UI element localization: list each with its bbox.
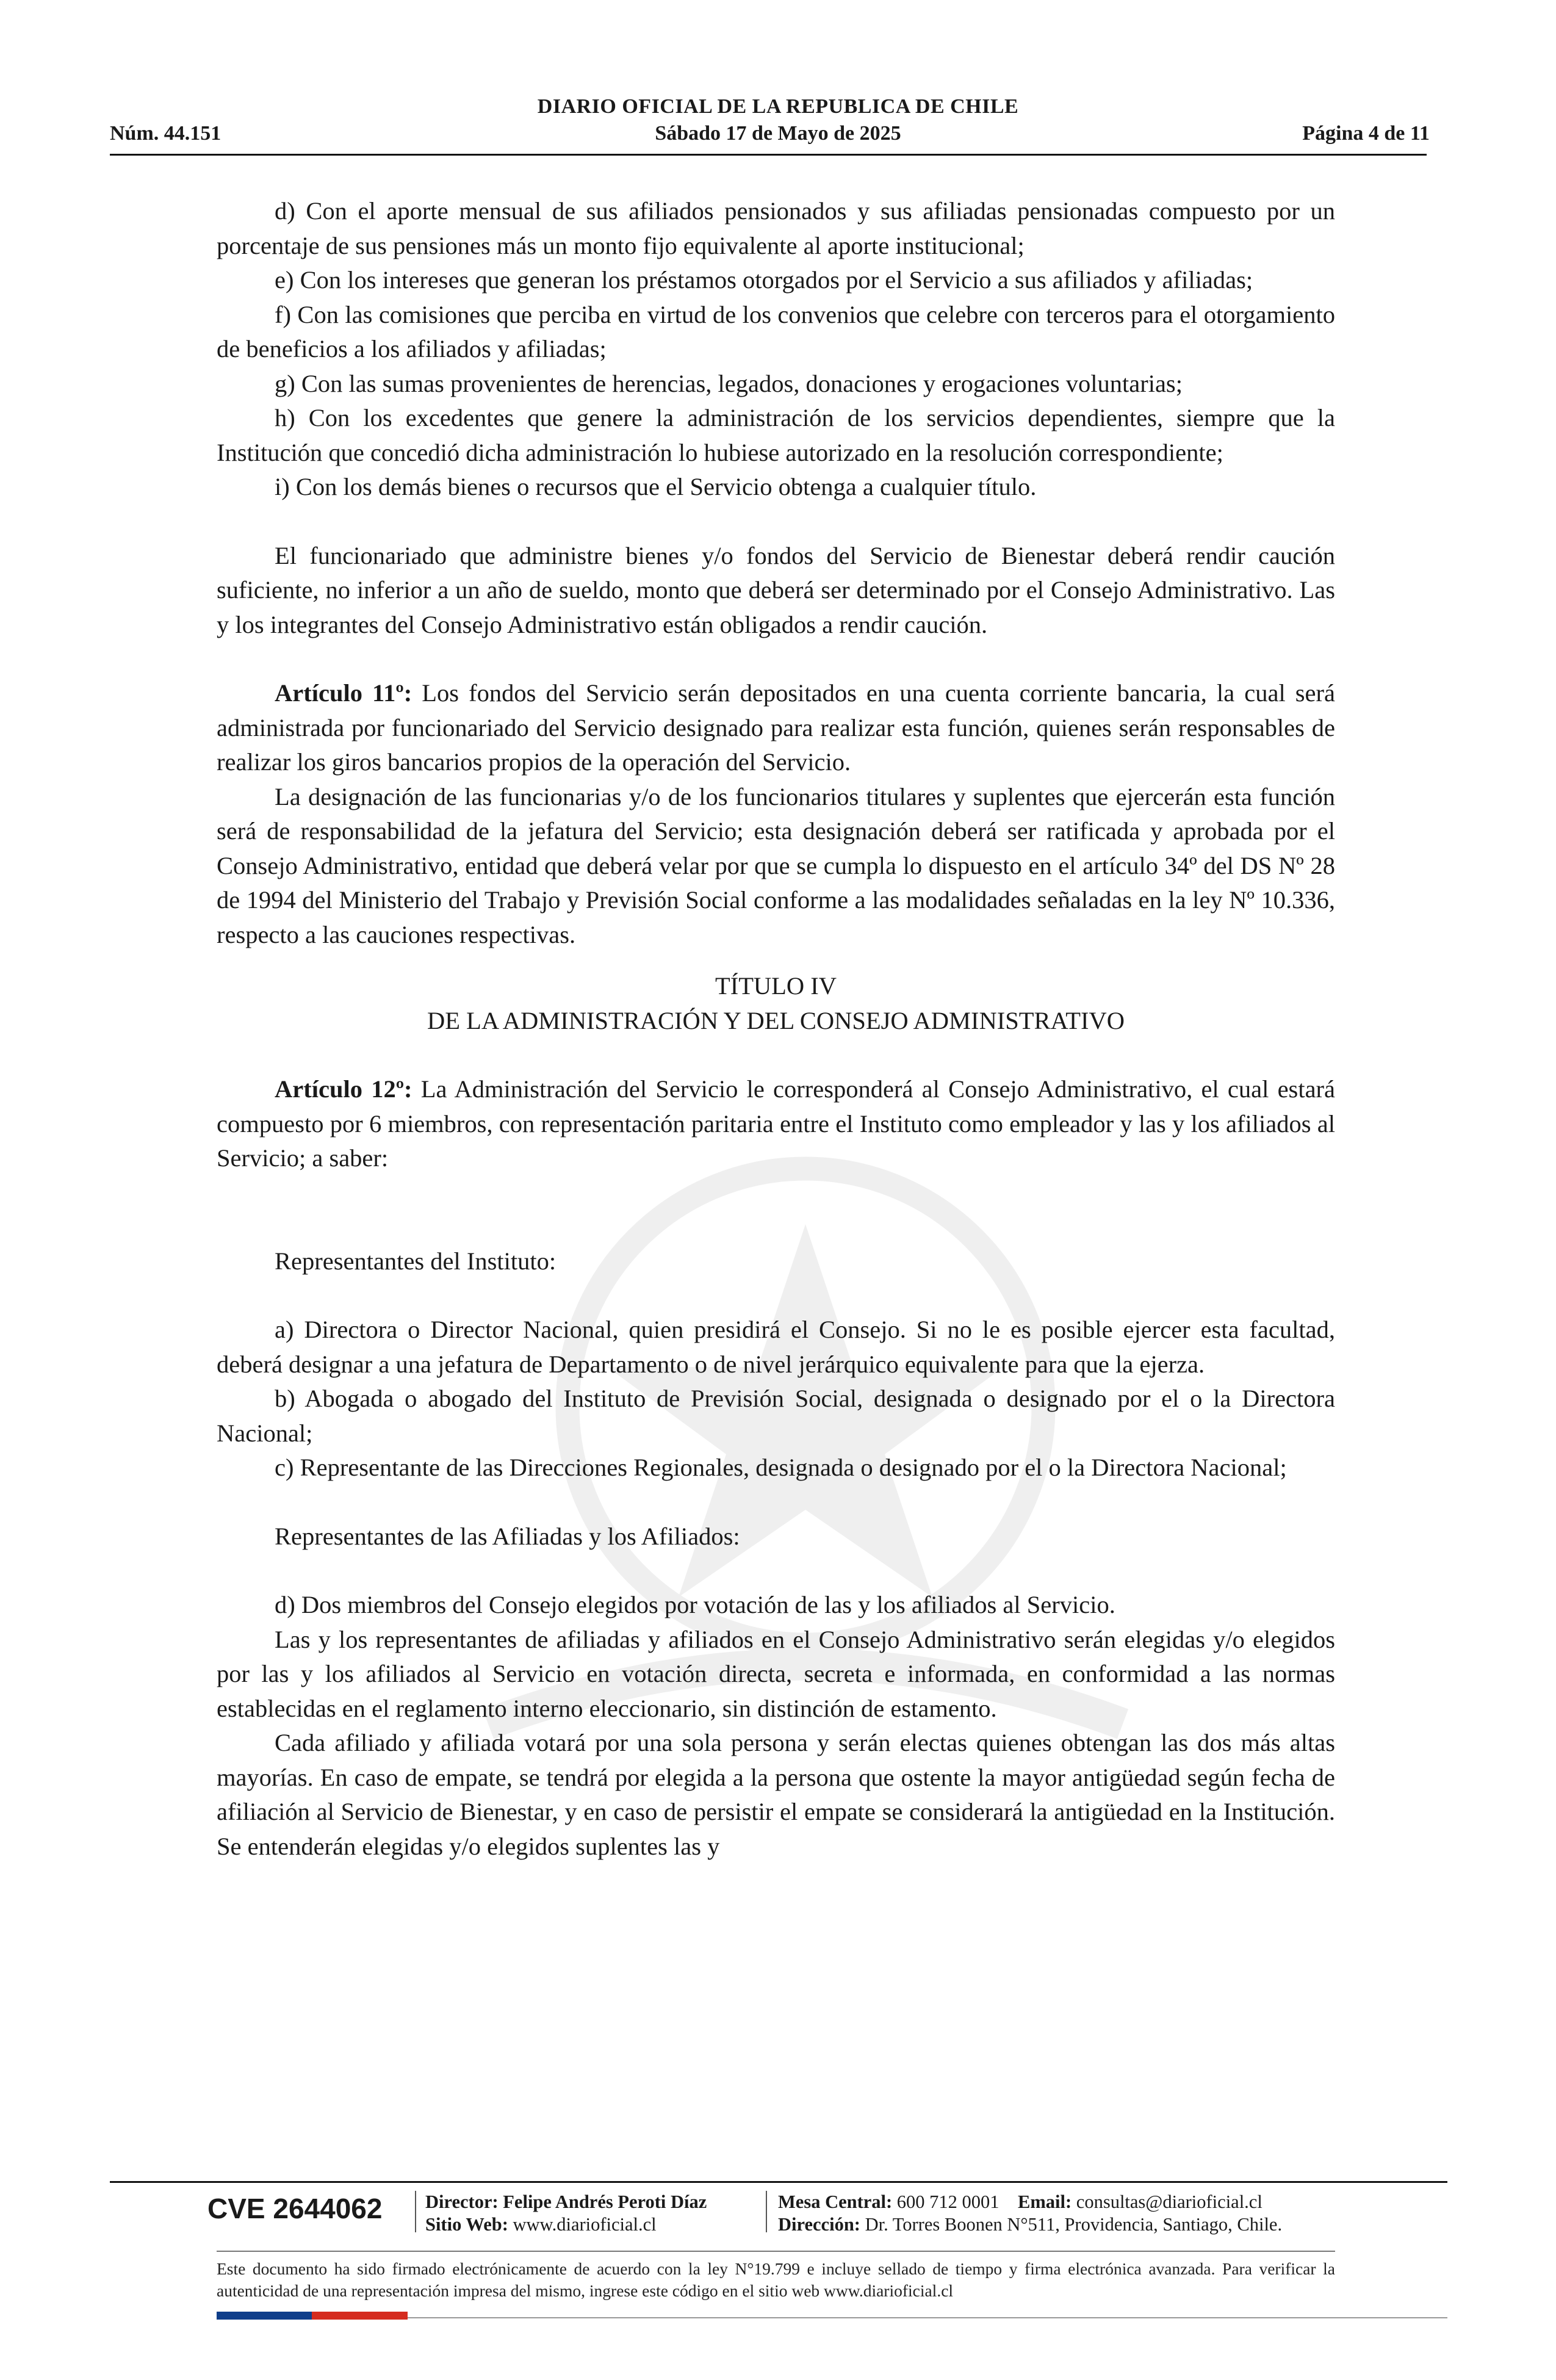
- director-label: Director:: [425, 2191, 499, 2212]
- paragraph-caucion: El funcionariado que administre bienes y/o fondos del Servicio de Bienestar deberá rendir caución suficiente, no inferior a un año de sueldo, monto que deberá ser determinado por el Consejo Administrativo. Las y los integrantes del Consejo Administrativo están obligados a rendir caución.: [217, 541, 1335, 638]
- footer-bottom-rule: [408, 2317, 1447, 2318]
- paragraph-e: e) Con los intereses que generan los préstamos otorgados por el Servicio a sus afiliados y afiliadas;: [275, 266, 1253, 294]
- representative-c: c) Representante de las Direcciones Regionales, designada o designado por el o la Directora Nacional;: [275, 1454, 1287, 1481]
- director-name: Felipe Andrés Peroti Díaz: [503, 2191, 707, 2212]
- paragraph-f: f) Con las comisiones que perciba en virtud de los convenios que celebre con terceros para el otorgamiento de beneficios a los afiliados y afiliadas;: [217, 300, 1335, 362]
- email-link[interactable]: consultas@diarioficial.cl: [1076, 2191, 1262, 2212]
- paragraph-h: h) Con los excedentes que genere la administración de los servicios dependientes, siempre que la Institución que concedió dicha administración lo hubiese autorizado en la resolución correspondiente;: [217, 404, 1335, 466]
- footer-contact-block: [778, 2191, 1282, 2236]
- publication-title: DIARIO OFICIAL DE LA REPUBLICA DE CHILE: [537, 95, 1019, 118]
- address-label: Dirección:: [778, 2214, 860, 2235]
- article-12-label: Artículo 12º:: [275, 1075, 412, 1103]
- flag-stripe-icon: [217, 2312, 408, 2320]
- article-11-paragraph-2: La designación de las funcionarias y/o de los funcionarios titulares y suplentes que ejercerán esta función será de responsabilidad de la jefatura del Servicio; esta designación deberá ser ratificada y aprobada por el Consejo Administrativo, entidad que deberá velar por que se cumpla lo dispuesto en el artículo 34º del DS Nº 28 de 1994 del Ministerio del Trabajo y Previsión Social conforme a las modalidades señaladas en la ley Nº 10.336, respecto a las cauciones respectivas.: [217, 782, 1335, 948]
- site-label: Sitio Web:: [425, 2214, 508, 2235]
- mesa-label: Mesa Central:: [778, 2191, 893, 2212]
- title-heading: TÍTULO IV: [715, 972, 837, 1000]
- article-11-label: Artículo 11º:: [275, 679, 412, 707]
- footer-separator: [415, 2191, 416, 2232]
- title-subheading: DE LA ADMINISTRACIÓN Y DEL CONSEJO ADMINISTRATIVO: [427, 1006, 1125, 1034]
- article-12-text: La Administración del Servicio le corresponderá al Consejo Administrativo, el cual estará compuesto por 6 miembros, con representación paritaria entre el Instituto como empleador y las y los afiliados al Servicio; a saber:: [217, 1075, 1336, 1172]
- cve-code: CVE 2644062: [207, 2193, 383, 2224]
- paragraph-voting: Cada afiliado y afiliada votará por una sola persona y serán electas quienes obtengan las dos más altas mayorías. En caso de empate, se tendrá por elegida a la persona que ostente la mayor antigüedad según fecha de afiliación al Servicio de Bienestar, y en caso de persistir el empate se considerará la antigüedad en la Institución. Se entenderán elegidas y/o elegidos suplentes las y: [217, 1729, 1335, 1860]
- paragraph-d: d) Con el aporte mensual de sus afiliados pensionados y sus afiliadas pensionadas compuesto por un porcentaje de sus pensiones más un monto fijo equivalente al aporte institucional;: [217, 197, 1335, 259]
- representative-a: a) Directora o Director Nacional, quien presidirá el Consejo. Si no le es posible ejercer esta facultad, deberá designar a una jefatura de Departamento o de nivel jerárquico equivalente para que la ejerza.: [217, 1316, 1335, 1378]
- article-11-text: Los fondos del Servicio serán depositados en una cuenta corriente bancaria, la cual será administrada por funcionariado del Servicio designado para realizar esta función, quienes serán responsables de realizar los giros bancarios propios de la operación del Servicio.: [217, 679, 1335, 776]
- document-body: [217, 194, 1335, 1864]
- paragraph-i: i) Con los demás bienes o recursos que el Servicio obtenga a cualquier título.: [275, 473, 1037, 500]
- footer-divider-secondary: [217, 2251, 1335, 2252]
- footer-separator: [766, 2191, 767, 2232]
- institute-representatives-heading: Representantes del Instituto:: [275, 1247, 556, 1275]
- article-11: [217, 676, 1335, 780]
- paragraph-elected: Las y los representantes de afiliadas y afiliados en el Consejo Administrativo serán elegidas y/o elegidos por las y los afiliados al Servicio en votación directa, secreta e informada, en conformidad a las normas establecidas en el reglamento interno eleccionario, sin distinción de estamento.: [217, 1625, 1335, 1722]
- paragraph-g: g) Con las sumas provenientes de herencias, legados, donaciones y erogaciones voluntarias;: [275, 369, 1183, 397]
- page-number: Página 4 de 11: [1302, 122, 1430, 145]
- page-header: [0, 0, 1556, 159]
- email-label: Email:: [1018, 2191, 1072, 2212]
- mesa-phone: 600 712 0001: [896, 2191, 1000, 2212]
- site-link[interactable]: www.diarioficial.cl: [513, 2214, 657, 2235]
- affiliates-representatives-heading: Representantes de las Afiliadas y los Afiliados:: [275, 1522, 740, 1550]
- representative-b: b) Abogada o abogado del Instituto de Previsión Social, designada o designado por el o la Directora Nacional;: [217, 1385, 1335, 1447]
- header-divider: [110, 154, 1427, 156]
- publication-date: Sábado 17 de Mayo de 2025: [655, 122, 901, 145]
- address-value: Dr. Torres Boonen N°511, Providencia, Santiago, Chile.: [865, 2214, 1283, 2235]
- legal-notice: Este documento ha sido firmado electrónicamente de acuerdo con la ley N°19.799 e incluye sellado de tiempo y firma electrónica avanzada. Para verificar la autenticidad de una representación impresa del mismo, ingrese este código en el sitio web www.diarioficial.cl: [217, 2259, 1335, 2300]
- footer-director-block: [425, 2191, 707, 2236]
- representative-d: d) Dos miembros del Consejo elegidos por votación de las y los afiliados al Servicio.: [275, 1591, 1115, 1618]
- article-12: [217, 1072, 1335, 1176]
- footer-divider: [110, 2181, 1447, 2183]
- issue-number: Núm. 44.151: [110, 122, 222, 145]
